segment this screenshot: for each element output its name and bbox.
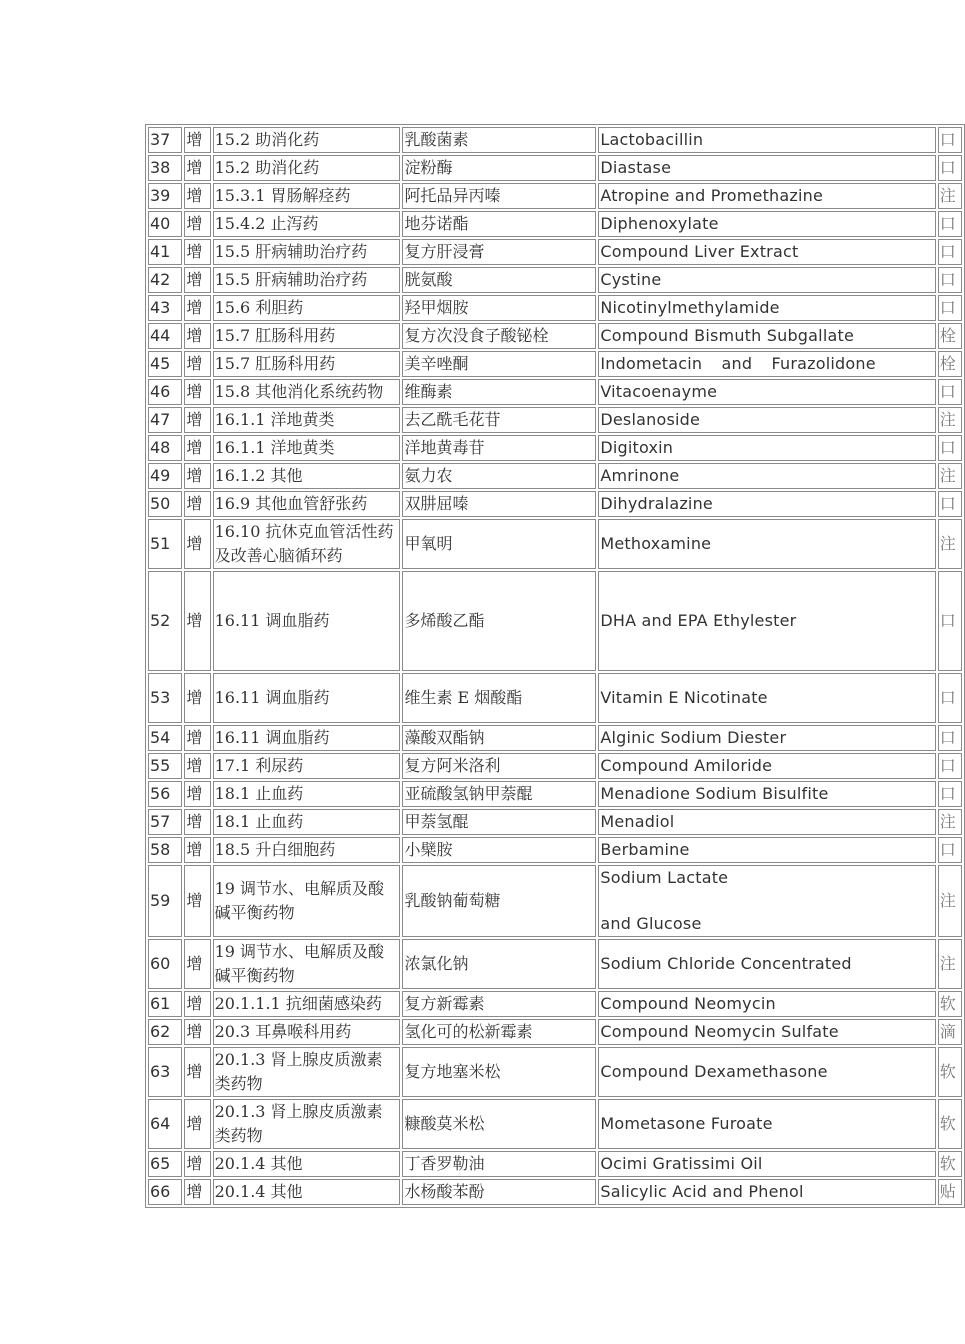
row-number: 42 bbox=[148, 267, 182, 293]
row-number: 60 bbox=[148, 939, 182, 989]
row-chinese-name: 丁香罗勒油 bbox=[402, 1151, 596, 1177]
row-category: 19 调节水、电解质及酸碱平衡药物 bbox=[213, 939, 401, 989]
row-chinese-name: 去乙酰毛花苷 bbox=[402, 407, 596, 433]
row-action: 增 bbox=[184, 267, 210, 293]
table-row bbox=[148, 781, 962, 807]
table-row bbox=[148, 351, 962, 377]
row-category: 16.1.1 洋地黄类 bbox=[213, 435, 401, 461]
row-english-name: Menadiol bbox=[598, 809, 935, 835]
row-number: 39 bbox=[148, 183, 182, 209]
row-chinese-name: 双肼屈嗪 bbox=[402, 491, 596, 517]
row-action: 增 bbox=[184, 463, 210, 489]
row-action: 增 bbox=[184, 991, 210, 1017]
row-form: 注 bbox=[938, 183, 962, 209]
row-category: 20.1.3 肾上腺皮质激素类药物 bbox=[213, 1099, 401, 1149]
row-chinese-name: 复方阿米洛利 bbox=[402, 753, 596, 779]
row-chinese-name: 乳酸钠葡萄糖 bbox=[402, 865, 596, 937]
row-english-name: Compound Neomycin Sulfate bbox=[598, 1019, 935, 1045]
row-english-name: Atropine and Promethazine bbox=[598, 183, 935, 209]
row-action: 增 bbox=[184, 183, 210, 209]
row-form: 栓 bbox=[938, 351, 962, 377]
row-number: 63 bbox=[148, 1047, 182, 1097]
row-chinese-name: 亚硫酸氢钠甲萘醌 bbox=[402, 781, 596, 807]
row-number: 55 bbox=[148, 753, 182, 779]
row-chinese-name: 多烯酸乙酯 bbox=[402, 571, 596, 671]
row-number: 56 bbox=[148, 781, 182, 807]
row-english-name: Berbamine bbox=[598, 837, 935, 863]
row-form: 口 bbox=[938, 837, 962, 863]
row-chinese-name: 羟甲烟胺 bbox=[402, 295, 596, 321]
row-category: 15.4.2 止泻药 bbox=[213, 211, 401, 237]
row-category: 15.6 利胆药 bbox=[213, 295, 401, 321]
table-row bbox=[148, 673, 962, 723]
row-english-name: Digitoxin bbox=[598, 435, 935, 461]
row-action: 增 bbox=[184, 1047, 210, 1097]
table-row bbox=[148, 1179, 962, 1205]
row-form: 注 bbox=[938, 519, 962, 569]
row-number: 41 bbox=[148, 239, 182, 265]
table-row bbox=[148, 435, 962, 461]
row-number: 47 bbox=[148, 407, 182, 433]
row-chinese-name: 糠酸莫米松 bbox=[402, 1099, 596, 1149]
row-category: 15.7 肛肠科用药 bbox=[213, 351, 401, 377]
row-category: 19 调节水、电解质及酸碱平衡药物 bbox=[213, 865, 401, 937]
row-form: 口 bbox=[938, 753, 962, 779]
row-number: 52 bbox=[148, 571, 182, 671]
table-row bbox=[148, 211, 962, 237]
row-english-name: Compound Bismuth Subgallate bbox=[598, 323, 935, 349]
row-form: 口 bbox=[938, 781, 962, 807]
table-row bbox=[148, 239, 962, 265]
drug-list-body bbox=[148, 127, 962, 1205]
row-category: 15.5 肝病辅助治疗药 bbox=[213, 267, 401, 293]
row-action: 增 bbox=[184, 753, 210, 779]
row-number: 43 bbox=[148, 295, 182, 321]
row-action: 增 bbox=[184, 673, 210, 723]
row-action: 增 bbox=[184, 809, 210, 835]
row-form: 口 bbox=[938, 295, 962, 321]
row-category: 16.11 调血脂药 bbox=[213, 673, 401, 723]
row-english-name: Diphenoxylate bbox=[598, 211, 935, 237]
table-row bbox=[148, 379, 962, 405]
row-action: 增 bbox=[184, 1019, 210, 1045]
row-number: 58 bbox=[148, 837, 182, 863]
row-category: 18.1 止血药 bbox=[213, 781, 401, 807]
row-category: 16.1.2 其他 bbox=[213, 463, 401, 489]
row-form: 口 bbox=[938, 571, 962, 671]
row-form: 软 bbox=[938, 1047, 962, 1097]
row-chinese-name: 藻酸双酯钠 bbox=[402, 725, 596, 751]
row-category: 15.7 肛肠科用药 bbox=[213, 323, 401, 349]
row-form: 注 bbox=[938, 939, 962, 989]
row-category: 17.1 利尿药 bbox=[213, 753, 401, 779]
row-chinese-name: 复方地塞米松 bbox=[402, 1047, 596, 1097]
row-form: 注 bbox=[938, 463, 962, 489]
table-row bbox=[148, 267, 962, 293]
row-english-name: Indometacin and Furazolidone bbox=[598, 351, 935, 377]
table-row bbox=[148, 865, 962, 937]
row-english-name: Methoxamine bbox=[598, 519, 935, 569]
row-form: 栓 bbox=[938, 323, 962, 349]
row-number: 66 bbox=[148, 1179, 182, 1205]
row-english-name bbox=[598, 865, 935, 937]
row-action: 增 bbox=[184, 351, 210, 377]
row-category: 20.1.1.1 抗细菌感染药 bbox=[213, 991, 401, 1017]
row-category: 20.3 耳鼻喉科用药 bbox=[213, 1019, 401, 1045]
row-form: 注 bbox=[938, 407, 962, 433]
row-chinese-name: 复方肝浸膏 bbox=[402, 239, 596, 265]
row-number: 61 bbox=[148, 991, 182, 1017]
row-form: 口 bbox=[938, 239, 962, 265]
row-category: 15.8 其他消化系统药物 bbox=[213, 379, 401, 405]
row-number: 40 bbox=[148, 211, 182, 237]
row-form: 软 bbox=[938, 991, 962, 1017]
row-english-name: Ocimi Gratissimi Oil bbox=[598, 1151, 935, 1177]
row-category: 15.2 助消化药 bbox=[213, 155, 401, 181]
table-row bbox=[148, 1151, 962, 1177]
row-form: 口 bbox=[938, 435, 962, 461]
row-action: 增 bbox=[184, 837, 210, 863]
row-form: 注 bbox=[938, 809, 962, 835]
row-form: 贴 bbox=[938, 1179, 962, 1205]
row-english-name: Alginic Sodium Diester bbox=[598, 725, 935, 751]
row-form: 口 bbox=[938, 267, 962, 293]
row-number: 65 bbox=[148, 1151, 182, 1177]
row-form: 口 bbox=[938, 673, 962, 723]
row-english-name: Compound Amiloride bbox=[598, 753, 935, 779]
row-action: 增 bbox=[184, 865, 210, 937]
table-row bbox=[148, 491, 962, 517]
row-chinese-name: 氨力农 bbox=[402, 463, 596, 489]
row-chinese-name: 水杨酸苯酚 bbox=[402, 1179, 596, 1205]
row-number: 37 bbox=[148, 127, 182, 153]
row-category: 18.5 升白细胞药 bbox=[213, 837, 401, 863]
row-english-name: Nicotinylmethylamide bbox=[598, 295, 935, 321]
row-number: 44 bbox=[148, 323, 182, 349]
row-category: 15.3.1 胃肠解痉药 bbox=[213, 183, 401, 209]
row-action: 增 bbox=[184, 323, 210, 349]
row-english-name: Vitacoenayme bbox=[598, 379, 935, 405]
row-english-name: Compound Neomycin bbox=[598, 991, 935, 1017]
row-chinese-name: 浓氯化钠 bbox=[402, 939, 596, 989]
row-form: 口 bbox=[938, 491, 962, 517]
row-action: 增 bbox=[184, 781, 210, 807]
row-english-name: Amrinone bbox=[598, 463, 935, 489]
row-category: 20.1.3 肾上腺皮质激素类药物 bbox=[213, 1047, 401, 1097]
row-chinese-name: 维酶素 bbox=[402, 379, 596, 405]
row-action: 增 bbox=[184, 155, 210, 181]
row-form: 注 bbox=[938, 865, 962, 937]
table-row bbox=[148, 519, 962, 569]
row-chinese-name: 胱氨酸 bbox=[402, 267, 596, 293]
row-number: 50 bbox=[148, 491, 182, 517]
table-row bbox=[148, 991, 962, 1017]
row-english-name: Compound Dexamethasone bbox=[598, 1047, 935, 1097]
row-chinese-name: 小檗胺 bbox=[402, 837, 596, 863]
row-english-name: DHA and EPA Ethylester bbox=[598, 571, 935, 671]
row-english-name: Sodium Chloride Concentrated bbox=[598, 939, 935, 989]
row-chinese-name: 复方次没食子酸铋栓 bbox=[402, 323, 596, 349]
row-chinese-name: 氢化可的松新霉素 bbox=[402, 1019, 596, 1045]
row-form: 口 bbox=[938, 211, 962, 237]
row-chinese-name: 乳酸菌素 bbox=[402, 127, 596, 153]
row-action: 增 bbox=[184, 1151, 210, 1177]
row-english-name: Deslanoside bbox=[598, 407, 935, 433]
row-chinese-name: 淀粉酶 bbox=[402, 155, 596, 181]
row-category: 16.10 抗休克血管活性药及改善心脑循环药 bbox=[213, 519, 401, 569]
row-chinese-name: 地芬诺酯 bbox=[402, 211, 596, 237]
row-form: 口 bbox=[938, 155, 962, 181]
row-chinese-name: 美辛唑酮 bbox=[402, 351, 596, 377]
row-action: 增 bbox=[184, 519, 210, 569]
row-english-name: Menadione Sodium Bisulfite bbox=[598, 781, 935, 807]
table-row bbox=[148, 939, 962, 989]
row-category: 16.9 其他血管舒张药 bbox=[213, 491, 401, 517]
row-action: 增 bbox=[184, 127, 210, 153]
row-form: 软 bbox=[938, 1099, 962, 1149]
row-english-name: Vitamin E Nicotinate bbox=[598, 673, 935, 723]
row-action: 增 bbox=[184, 239, 210, 265]
row-category: 16.11 调血脂药 bbox=[213, 571, 401, 671]
row-category: 20.1.4 其他 bbox=[213, 1151, 401, 1177]
row-english-name: Cystine bbox=[598, 267, 935, 293]
row-action: 增 bbox=[184, 435, 210, 461]
row-form: 口 bbox=[938, 127, 962, 153]
row-number: 49 bbox=[148, 463, 182, 489]
table-row bbox=[148, 571, 962, 671]
table-row bbox=[148, 407, 962, 433]
drug-list-table bbox=[145, 124, 965, 1208]
table-row bbox=[148, 295, 962, 321]
row-form: 软 bbox=[938, 1151, 962, 1177]
row-category: 15.2 助消化药 bbox=[213, 127, 401, 153]
row-action: 增 bbox=[184, 1099, 210, 1149]
row-chinese-name: 洋地黄毒苷 bbox=[402, 435, 596, 461]
row-action: 增 bbox=[184, 571, 210, 671]
row-number: 59 bbox=[148, 865, 182, 937]
row-form: 滴 bbox=[938, 1019, 962, 1045]
table-row bbox=[148, 725, 962, 751]
row-english-name: Lactobacillin bbox=[598, 127, 935, 153]
row-action: 增 bbox=[184, 211, 210, 237]
row-english-name: Salicylic Acid and Phenol bbox=[598, 1179, 935, 1205]
row-english-name: Compound Liver Extract bbox=[598, 239, 935, 265]
row-number: 48 bbox=[148, 435, 182, 461]
row-chinese-name: 阿托品异丙嗪 bbox=[402, 183, 596, 209]
row-chinese-name: 甲氧明 bbox=[402, 519, 596, 569]
table-row bbox=[148, 127, 962, 153]
row-number: 46 bbox=[148, 379, 182, 405]
row-action: 增 bbox=[184, 725, 210, 751]
table-row bbox=[148, 753, 962, 779]
row-category: 15.5 肝病辅助治疗药 bbox=[213, 239, 401, 265]
row-english-name: Dihydralazine bbox=[598, 491, 935, 517]
row-category: 16.11 调血脂药 bbox=[213, 725, 401, 751]
row-action: 增 bbox=[184, 491, 210, 517]
row-number: 45 bbox=[148, 351, 182, 377]
row-action: 增 bbox=[184, 379, 210, 405]
table-row bbox=[148, 155, 962, 181]
row-english-name-line: Sodium Lactate bbox=[600, 868, 729, 887]
row-action: 增 bbox=[184, 407, 210, 433]
row-category: 16.1.1 洋地黄类 bbox=[213, 407, 401, 433]
table-row bbox=[148, 183, 962, 209]
row-number: 57 bbox=[148, 809, 182, 835]
row-number: 54 bbox=[148, 725, 182, 751]
row-english-name: Diastase bbox=[598, 155, 935, 181]
table-row bbox=[148, 1099, 962, 1149]
row-english-name: Mometasone Furoate bbox=[598, 1099, 935, 1149]
row-number: 62 bbox=[148, 1019, 182, 1045]
row-action: 增 bbox=[184, 939, 210, 989]
row-number: 53 bbox=[148, 673, 182, 723]
row-action: 增 bbox=[184, 295, 210, 321]
row-chinese-name: 维生素 E 烟酸酯 bbox=[402, 673, 596, 723]
table-row bbox=[148, 1047, 962, 1097]
row-chinese-name: 甲萘氢醌 bbox=[402, 809, 596, 835]
row-form: 口 bbox=[938, 379, 962, 405]
row-category: 18.1 止血药 bbox=[213, 809, 401, 835]
table-row bbox=[148, 1019, 962, 1045]
table-row bbox=[148, 837, 962, 863]
table-row bbox=[148, 809, 962, 835]
row-number: 64 bbox=[148, 1099, 182, 1149]
row-form: 口 bbox=[938, 725, 962, 751]
row-action: 增 bbox=[184, 1179, 210, 1205]
row-chinese-name: 复方新霉素 bbox=[402, 991, 596, 1017]
row-category: 20.1.4 其他 bbox=[213, 1179, 401, 1205]
row-english-name-line: and Glucose bbox=[600, 914, 702, 933]
row-number: 38 bbox=[148, 155, 182, 181]
table-row bbox=[148, 323, 962, 349]
table-row bbox=[148, 463, 962, 489]
row-number: 51 bbox=[148, 519, 182, 569]
